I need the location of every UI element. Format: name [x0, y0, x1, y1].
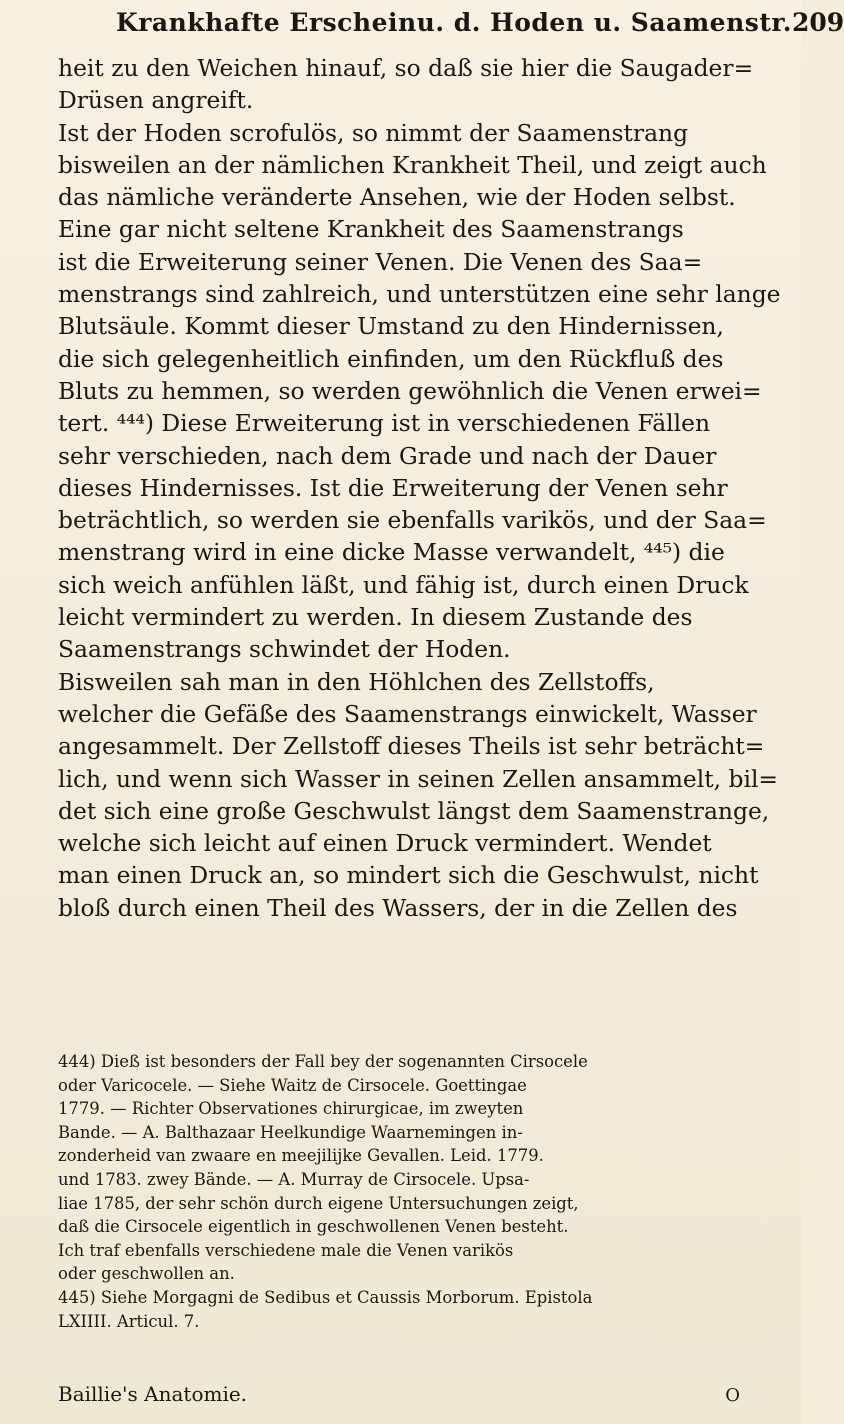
text-line: leicht vermindert zu werden. In diesem Zustande des: [58, 603, 693, 632]
main-text: [58, 52, 781, 924]
text-line: tert. ⁴⁴⁴) Diese Erweiterung ist in verschiedenen Fällen: [58, 409, 711, 438]
text-line: heit zu den Weichen hinauf, so daß sie hier die Saugader=: [58, 54, 754, 82]
text-line: Drüsen angreift.: [58, 86, 254, 115]
footnote-line: zonderheid van zwaare en meejilijke Gevallen. Leid. 1779.: [58, 1146, 544, 1166]
footnote-line: LXIIII. Articul. 7.: [58, 1311, 200, 1331]
footnote-line: oder Varicocele. — Siehe Waitz de Cirsocele. Goettingae: [58, 1075, 527, 1095]
page-header: [116, 8, 844, 48]
text-line: man einen Druck an, so mindert sich die Geschwulst, nicht: [58, 861, 759, 890]
footnote-line: Ich traf ebenfalls verschiedene male die Venen varikös: [58, 1240, 514, 1260]
footnote-line: 445) Siehe Morgagni de Sedibus et Caussis Morborum. Epistola: [58, 1287, 593, 1307]
text-line: welcher die Gefäße des Saamenstrangs einwickelt, Wasser: [58, 699, 757, 728]
text-line: welche sich leicht auf einen Druck vermindert. Wendet: [58, 829, 712, 858]
text-line: Bluts zu hemmen, so werden gewöhnlich die Venen erwei=: [58, 376, 762, 405]
text-line: ist die Erweiterung seiner Venen. Die Venen des Saa=: [58, 247, 703, 276]
footnote-line: oder geschwollen an.: [58, 1264, 235, 1284]
text-line: bisweilen an der nämlichen Krankheit Theil, und zeigt auch: [58, 150, 767, 179]
footnote-line: und 1783. zwey Bände. — A. Murray de Cirsocele. Upsa-: [58, 1169, 530, 1189]
text-line: angesammelt. Der Zellstoff dieses Theils ist sehr beträcht=: [58, 732, 765, 761]
text-line: sehr verschieden, nach dem Grade und nach der Dauer: [58, 441, 717, 470]
page-footer: [58, 1382, 770, 1406]
text-line: menstrang wird in eine dicke Masse verwandelt, ⁴⁴⁵) die: [58, 538, 725, 567]
text-line: bloß durch einen Theil des Wassers, der in die Zellen des: [58, 893, 738, 922]
text-line: sich weich anfühlen läßt, und fähig ist, durch einen Druck: [58, 570, 749, 599]
signature-mark: O: [725, 1385, 740, 1406]
footnote-line: 444) Dieß ist besonders der Fall bey der sogenannten Cirsocele: [58, 1052, 588, 1071]
text-line: menstrangs sind zahlreich, und unterstützen eine sehr lange: [58, 280, 781, 309]
catchline: Baillie's Anatomie.: [58, 1382, 248, 1406]
text-line: Bisweilen sah man in den Höhlchen des Zellstoffs,: [58, 667, 655, 696]
text-line: det sich eine große Geschwulst längst dem Saamenstrange,: [58, 796, 770, 825]
text-line: dieses Hindernisses. Ist die Erweiterung der Venen sehr: [58, 473, 728, 502]
text-line: Eine gar nicht seltene Krankheit des Saamenstrangs: [58, 215, 684, 244]
running-head: Krankhafte Erscheinu. d. Hoden u. Saamenstr.: [116, 8, 792, 37]
footnote-line: Bande. — A. Balthazaar Heelkundige Waarnemingen in-: [58, 1122, 523, 1142]
footnotes: [58, 1050, 770, 1333]
footnote-line: 1779. — Richter Observationes chirurgicae, im zweyten: [58, 1099, 524, 1119]
text-line: Saamenstrangs schwindet der Hoden.: [58, 635, 511, 664]
footnote-line: liae 1785, der sehr schön durch eigene Untersuchungen zeigt,: [58, 1193, 579, 1213]
text-line: Ist der Hoden scrofulös, so nimmt der Saamenstrang: [58, 118, 689, 147]
page-number: 209: [791, 8, 844, 37]
text-line: die sich gelegenheitlich einfinden, um den Rückfluß des: [58, 344, 724, 373]
text-line: lich, und wenn sich Wasser in seinen Zellen ansammelt, bil=: [58, 764, 779, 793]
footnote-line: daß die Cirsocele eigentlich in geschwollenen Venen besteht.: [58, 1217, 569, 1237]
text-line: beträchtlich, so werden sie ebenfalls varikös, und der Saa=: [58, 506, 767, 535]
text-line: das nämliche veränderte Ansehen, wie der Hoden selbst.: [58, 183, 736, 212]
text-line: Blutsäule. Kommt dieser Umstand zu den Hindernissen,: [58, 312, 724, 341]
